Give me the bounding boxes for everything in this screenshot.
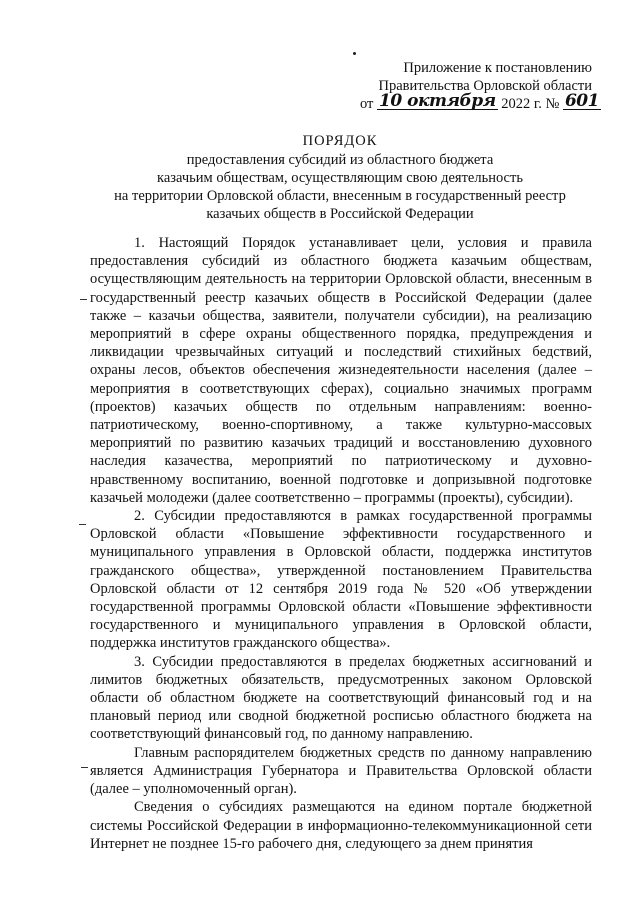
paragraph-2: 2. Субсидии предоставляются в рамках государственной программы Орловской области «Повышение эффективности государственного и муниципального управления в Орловской области, поддержка институтов гражданского общества», утвержденной постановлением Правительства Орловской области от 12 сентября 2019 года № 520 «Об утверждении государственной программы Орловской области «Повышение эффективности государственного и муниципального управления в Орловской области, поддержка институтов гражданского общества». (90, 508, 592, 652)
appendix-line-2: Правительства Орловской области (378, 78, 592, 94)
appendix-line-1: Приложение к постановлению (403, 60, 592, 76)
title-line-3: на территории Орловской области, внесенным в государственный реестр (114, 188, 566, 204)
title-line-4: казачьих обществ в Российской Федерации (206, 206, 474, 222)
title-line-2: казачьим обществам, осуществляющим свою деятельность (157, 170, 523, 186)
document-title (100, 132, 580, 223)
margin-mark (79, 524, 86, 525)
paragraph-3: 3. Субсидии предоставляются в пределах бюджетных ассигнований и лимитов бюджетных обязательств, предусмотренных законом Орловской области об областном бюджете на соответствующий финансовый год и на плановый период или сводной бюджетной росписью областного бюджета на соответствующий финансовый год, по данному направлению. (90, 653, 592, 743)
paragraph-4: Главным распорядителем бюджетных средств по данному направлению является Администрация Губернатора и Правительства Орловской области (далее – уполномоченный орган). (90, 744, 592, 798)
margin-mark (81, 767, 88, 768)
handwritten-number: 601 (564, 91, 599, 111)
document-body (90, 234, 592, 853)
paragraph-5: Сведения о субсидиях размещаются на едином портале бюджетной системы Российской Федерации в информационно-телекоммуникационной сети Интернет не позднее 15-го рабочего дня, следующего за днем принятия (90, 799, 592, 852)
date-prefix: от (360, 96, 374, 112)
date-suffix: 2022 г. № (501, 96, 560, 112)
margin-mark (80, 299, 87, 300)
appendix-date-line (360, 91, 599, 113)
appendix-header (360, 59, 599, 113)
paragraph-1: 1. Настоящий Порядок устанавливает цели, условия и правила предоставления субсидий из областного бюджета казачьим обществам, осуществляющим деятельность на территории Орловской области, внесенным в государственный реестр казачьих обществ в Российской Федерации (далее также – казачьи общества, заявители, получатели субсидии), на реализацию мероприятий в сфере охраны общественного порядка, предупреждения и ликвидации чрезвычайных ситуаций и последствий стихийных бедствий, охраны лесов, объектов обеспечения жизнедеятельности населения (далее – мероприятия в соответствующих сферах), социально значимых программ (проектов) казачьих обществ по отдельным направлениям: военно-патриотическому, военно-спортивному, а также культурно-массовых мероприятий по развитию казачьих традиций и восстановлению духовного наследия казачества, мероприятий по патриотическому и духовно-нравственному воспитанию, военной подготовке и допризывной подготовке казачьей молодежи (далее соответственно – программы (проекты), субсидии). (90, 235, 592, 506)
title-heading: ПОРЯДОК (302, 133, 378, 149)
title-line-1: предоставления субсидий из областного бюджета (186, 152, 494, 168)
handwritten-date: 10 октября (379, 91, 496, 111)
scan-speck (353, 52, 356, 55)
